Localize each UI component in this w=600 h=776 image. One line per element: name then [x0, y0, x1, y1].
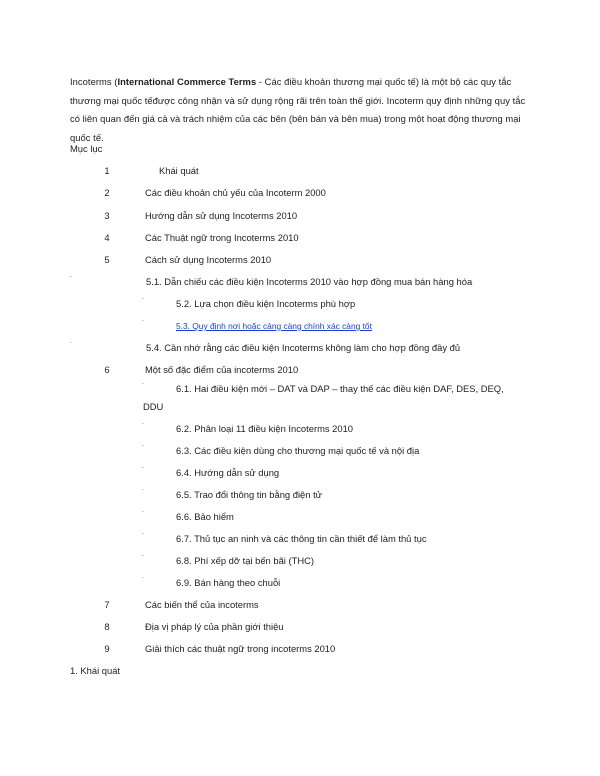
- intro-term: Incoterms (: [70, 76, 118, 87]
- toc-subitem-6-9[interactable]: 6.9. Bán hàng theo chuỗi: [176, 577, 281, 588]
- toc-item-number: 4: [104, 232, 110, 243]
- toc-item-number: 3: [104, 210, 110, 221]
- toc-item-number: 5: [104, 254, 110, 265]
- bullet-icon: ¨: [142, 445, 145, 452]
- toc-item-number: 2: [104, 187, 110, 198]
- toc-item-giai-thich[interactable]: Giải thích các thuật ngữ trong incoterms 2010: [145, 643, 336, 654]
- toc-item-dia-vi-phap-ly[interactable]: Địa vị pháp lý của phần giới thiệu: [145, 621, 284, 632]
- intro-paragraph: [70, 73, 532, 147]
- toc-subitem-5-4[interactable]: 5.4. Cần nhớ rằng các điều kiện Incoterms không làm cho hợp đồng đầy đủ: [146, 342, 461, 353]
- section-heading: 1. Khái quát: [70, 665, 121, 676]
- toc-item-huong-dan[interactable]: Hướng dẫn sử dụng Incoterms 2010: [145, 210, 298, 221]
- toc-heading: Mục lục: [70, 143, 103, 154]
- toc-subitem-6-3[interactable]: 6.3. Các điều kiện dùng cho thương mại quốc tế và nội địa: [176, 445, 420, 456]
- bullet-icon: ¨: [70, 342, 73, 349]
- toc-subitem-6-8[interactable]: 6.8. Phí xếp dỡ tại bến bãi (THC): [176, 555, 314, 566]
- toc-item-khai-quat[interactable]: Khái quát: [159, 165, 199, 176]
- toc-subitem-6-6[interactable]: 6.6. Bảo hiểm: [176, 511, 234, 522]
- intro-term-bold: International Commerce Terms: [117, 76, 257, 87]
- bullet-icon: ¨: [142, 320, 145, 327]
- toc-item-dieu-khoan[interactable]: Các điều khoản chủ yếu của Incoterm 2000: [145, 187, 326, 198]
- toc-item-number: 6: [104, 364, 110, 375]
- toc-subitem-6-2[interactable]: 6.2. Phân loại 11 điều kiện Incoterms 2010: [176, 423, 354, 434]
- bullet-icon: ¨: [142, 383, 145, 390]
- toc-subitem-6-7[interactable]: 6.7. Thủ tục an ninh và các thông tin cần thiết để làm thủ tục: [176, 533, 427, 544]
- bullet-icon: ¨: [142, 555, 145, 562]
- toc-item-bien-the[interactable]: Các biến thể của incoterms: [145, 599, 259, 610]
- bullet-icon: ¨: [142, 423, 145, 430]
- intro-text: - Các điều khoản thương mại quốc tế) là một bộ các quy tắc thương mại quốc tếđược công nhận và sử dụng rộng rãi trên toàn thế giới. Incoterm quy định những quy tắc có liên quan đến giá cả và trách nhiệm của các bên (bên bán và bên mua) trong một hoạt động thương mại quốc tế.: [70, 76, 526, 143]
- bullet-icon: ¨: [70, 276, 73, 283]
- toc-item-cach-su-dung[interactable]: Cách sử dụng Incoterms 2010: [145, 254, 272, 265]
- toc-subitem-6-1[interactable]: 6.1. Hai điều kiện mới – DAT và DAP – thay thế các điều kiện DAF, DES, DEQ,: [176, 383, 504, 394]
- toc-item-thuat-ngu[interactable]: Các Thuật ngữ trong Incoterms 2010: [145, 232, 299, 243]
- toc-item-number: 7: [104, 599, 110, 610]
- toc-item-dac-diem[interactable]: Một số đặc điểm của incoterms 2010: [145, 364, 299, 375]
- toc-subitem-6-5[interactable]: 6.5. Trao đổi thông tin bằng điện tử: [176, 489, 322, 500]
- toc-subitem-6-4[interactable]: 6.4. Hướng dẫn sử dụng: [176, 467, 280, 478]
- bullet-icon: ¨: [142, 489, 145, 496]
- bullet-icon: ¨: [142, 533, 145, 540]
- toc-item-number: 8: [104, 621, 110, 632]
- toc-subitem-5-1[interactable]: 5.1. Dẫn chiếu các điều kiện Incoterms 2010 vào hợp đồng mua bán hàng hóa: [146, 276, 473, 287]
- bullet-icon: ¨: [142, 577, 145, 584]
- toc-subitem-5-3-link[interactable]: 5.3. Quy định nơi hoặc cảng càng chính xác càng tốt: [176, 321, 372, 331]
- bullet-icon: ¨: [142, 467, 145, 474]
- toc-subitem-5-2[interactable]: 5.2. Lựa chọn điều kiện Incoterms phù hợp: [176, 298, 356, 309]
- bullet-icon: ¨: [142, 298, 145, 305]
- toc-item-number: 9: [104, 643, 110, 654]
- bullet-icon: ¨: [142, 511, 145, 518]
- toc-item-number: 1: [104, 165, 110, 176]
- toc-subitem-6-1-continued[interactable]: DDU: [143, 401, 164, 412]
